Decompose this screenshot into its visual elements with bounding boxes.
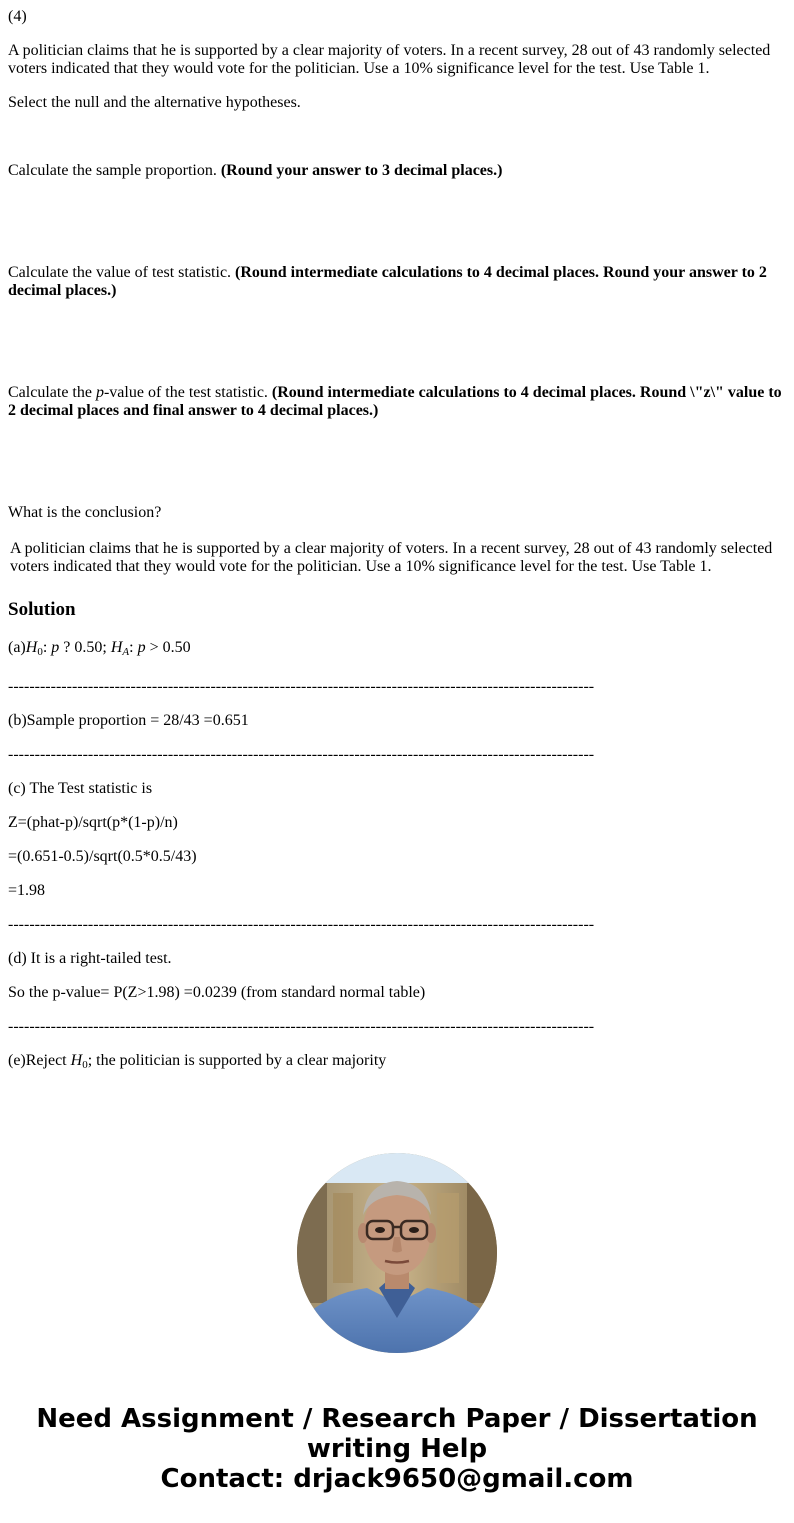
solution-e	[8, 1052, 784, 1070]
solution-a	[8, 639, 784, 657]
part-b-text: Calculate the sample proportion.	[8, 162, 221, 179]
divider: --------------------------------------------------------------------------------------------------------------	[8, 1018, 595, 1035]
solution-d-pvalue: So the p-value= P(Z>1.98) =0.0239 (from standard normal table)	[8, 984, 426, 1001]
part-d-italic-p: p	[95, 384, 104, 401]
h0-subscript-e: 0	[82, 1059, 88, 1071]
footer-line-1: Need Assignment / Research Paper / Dissertation	[36, 1404, 758, 1434]
solution-b: (b)Sample proportion = 28/43 =0.651	[8, 712, 249, 729]
h0-value: ? 0.50;	[59, 639, 111, 656]
h0-subscript: 0	[37, 646, 43, 658]
part-d-instruction: (Round intermediate calculations to 4 decimal places. Round \"z\" value to 2 decimal places and final answer to 4 decimal places.)	[8, 384, 782, 419]
part-a-prompt: Select the null and the alternative hypotheses.	[8, 94, 301, 111]
ha-subscript: A	[122, 646, 130, 658]
h0-colon: :	[42, 639, 52, 656]
divider: --------------------------------------------------------------------------------------------------------------	[8, 746, 595, 763]
solution-e-conclusion: ; the politician is supported by a clear majority	[87, 1052, 387, 1069]
h0-symbol-e: H	[70, 1052, 83, 1069]
part-c-instruction: (Round intermediate calculations to 4 decimal places. Round your answer to 2 decimal places.)	[8, 264, 767, 299]
solution-c-result: =1.98	[8, 882, 46, 899]
solution-d-heading: (d) It is a right-tailed test.	[8, 950, 172, 967]
ha-colon: :	[129, 639, 138, 656]
ha-symbol: H	[110, 639, 123, 656]
repeated-question-intro: A politician claims that he is supported by a clear majority of voters. In a recent survey, 28 out of 43 randomly selected voters indicated that they would vote for the politician. Use a 10% significance level for the test. Use Table 1.	[10, 540, 773, 575]
ha-value: > 0.50	[145, 639, 191, 656]
author-photo	[297, 1153, 497, 1353]
part-d-prompt	[8, 384, 784, 420]
p-symbol-2: p	[137, 639, 146, 656]
h0-symbol: H	[25, 639, 38, 656]
p-symbol-1: p	[51, 639, 60, 656]
footer-line-2: writing Help	[306, 1434, 488, 1464]
solution-a-prefix: (a)	[8, 639, 26, 656]
author-portrait-image	[297, 1153, 497, 1353]
divider: --------------------------------------------------------------------------------------------------------------	[8, 916, 595, 933]
divider: --------------------------------------------------------------------------------------------------------------	[8, 678, 595, 695]
part-d-text-2: -value of the test statistic.	[103, 384, 272, 401]
solution-heading: Solution	[8, 599, 76, 620]
footer-banner	[0, 1404, 794, 1494]
question-number: (4)	[8, 8, 27, 25]
footer-contact: Contact: drjack9650@gmail.com	[160, 1464, 634, 1494]
solution-e-prefix: (e)Reject	[8, 1052, 71, 1069]
solution-c-substitution: =(0.651-0.5)/sqrt(0.5*0.5/43)	[8, 848, 197, 865]
part-c-text: Calculate the value of test statistic.	[8, 264, 236, 281]
solution-c-formula: Z=(phat-p)/sqrt(p*(1-p)/n)	[8, 814, 178, 831]
part-d-text-1: Calculate the	[8, 384, 96, 401]
part-e-prompt: What is the conclusion?	[8, 504, 162, 521]
part-b-prompt	[8, 162, 784, 180]
part-c-prompt	[8, 264, 784, 300]
question-intro: A politician claims that he is supported by a clear majority of voters. In a recent survey, 28 out of 43 randomly selected voters indicated that they would vote for the politician. Use a 10% significance level for the test. Use Table 1.	[8, 42, 771, 77]
solution-c-heading: (c) The Test statistic is	[8, 780, 153, 797]
part-b-instruction: (Round your answer to 3 decimal places.)	[220, 162, 503, 179]
